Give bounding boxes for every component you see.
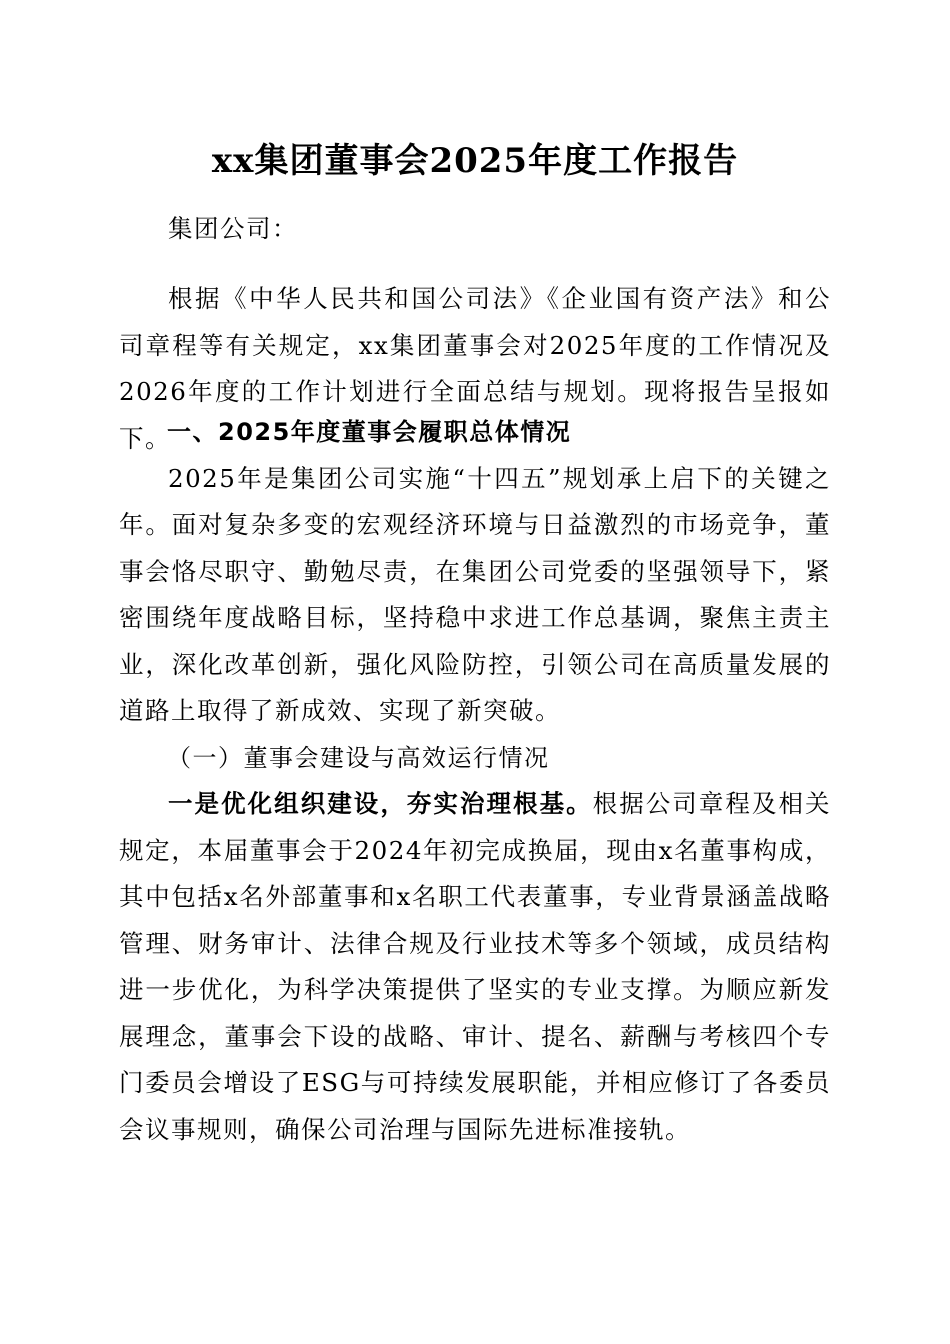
subsection-1-heading: （一）董事会建设与高效运行情况 xyxy=(167,743,550,772)
subsection-1-paragraph xyxy=(119,781,831,1153)
subsection-1-body: 根据公司章程及相关规定，本届董事会于2024年初完成换届，现由x名董事构成，其中包括x名外部董事和x名职工代表董事，专业背景涵盖战略管理、财务审计、法律合规及行业技术等多个领域，成员结构进一步优化，为科学决策提供了坚实的专业支撑。为顺应新发展理念，董事会下设的战略、审计、提名、薪酬与考核四个专门委员会增设了ESG与可持续发展职能，并相应修订了各委员会议事规则，确保公司治理与国际先进标准接轨。 xyxy=(119,789,832,1144)
section-1-paragraph: 2025年是集团公司实施“十四五”规划承上启下的关键之年。面对复杂多变的宏观经济环境与日益激烈的市场竞争，董事会恪尽职守、勤勉尽责，在集团公司党委的坚强领导下，紧密围绕年度战略目标，坚持稳中求进工作总基调，聚焦主责主业，深化改革创新，强化风险防控，引领公司在高质量发展的道路上取得了新成效、实现了新突破。 xyxy=(119,463,831,725)
section-1-heading: 一、2025年度董事会履职总体情况 xyxy=(167,418,572,446)
salutation xyxy=(119,206,831,253)
intro-paragraph: 根据《中华人民共和国公司法》《企业国有资产法》和公司章程等有关规定，xx集团董事会对2025年度的工作情况及2026年度的工作计划进行全面总结与规划。现将报告呈报如下。 xyxy=(119,284,831,453)
subsection-1-lead: 一是优化组织建设，夯实治理根基。 xyxy=(168,789,593,818)
salutation-text: 集团公司： xyxy=(168,214,298,243)
document-title: xx集团董事会2025年度工作报告 xyxy=(211,141,739,181)
section-1 xyxy=(119,409,831,1153)
